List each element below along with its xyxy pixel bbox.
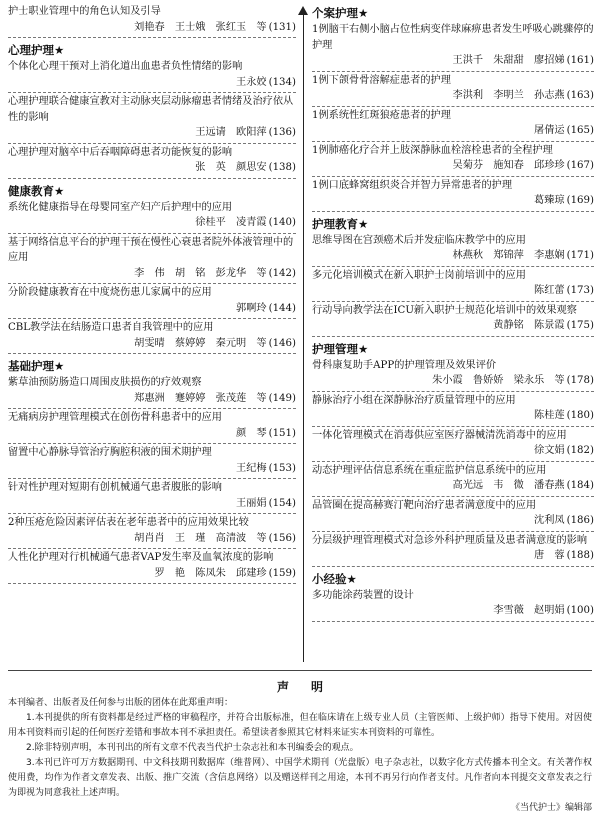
toc-entry[interactable] (8, 320, 296, 354)
article-authors: 林燕秋 郑锦萍 李惠娴 (452, 250, 565, 261)
article-page-number: (151) (268, 427, 296, 439)
article-page-number: (131) (268, 21, 296, 33)
article-byline (8, 301, 296, 320)
article-authors: 李洪利 李明兰 孙志燕 (452, 90, 565, 101)
article-title: 品管圈在提高赫赛汀靶向治疗患者满意度中的应用 (312, 499, 537, 511)
article-byline (8, 426, 296, 445)
toc-entry[interactable] (312, 73, 594, 107)
article-byline (8, 160, 296, 179)
article-title: 心理护理对脑卒中后吞咽障碍患者功能恢复的影响 (8, 146, 233, 158)
article-authors: 刘艳春 王士娥 张红玉 等 (134, 21, 267, 33)
article-byline (8, 336, 296, 355)
column-divider (303, 14, 304, 662)
section-heading: 护理管理★ (312, 341, 369, 356)
article-byline (312, 478, 594, 497)
article-page-number: (167) (566, 160, 594, 171)
article-page-number: (134) (268, 76, 296, 88)
toc-entry[interactable] (8, 200, 296, 234)
article-authors: 高光远 韦 微 潘春燕 (452, 480, 565, 491)
article-page-number: (153) (268, 462, 296, 474)
toc-entry[interactable] (312, 22, 594, 72)
article-title: CBL教学法在结肠造口患者自我管理中的应用 (8, 322, 214, 333)
article-byline (8, 496, 296, 515)
article-page-number: (184) (566, 480, 594, 491)
article-title: 多功能涂药装置的设计 (312, 589, 414, 601)
toc-entry[interactable] (8, 235, 296, 285)
notice-item: 3.本刊已许可万方数据期刊、中文科技期刊数据库（维普网）、中国学术期刊（光盘版）电子杂志社，以数字化方式传播本刊全文。有关著作权使用费，均作为作者文章发表、出版、推广交流（含信息网络）以及赠送样刊之用途，本刊不再另行向作者支付。凡作者向本刊提交文章发表之行为即视为同意我社上述声明。 (8, 758, 592, 798)
notice-block (8, 678, 592, 816)
article-title: 分阶段健康教育在中度烧伤患儿家属中的应用 (8, 287, 212, 298)
article-byline (8, 215, 296, 234)
article-byline (312, 88, 594, 107)
article-page-number: (173) (566, 285, 594, 296)
toc-entry[interactable] (312, 393, 594, 427)
article-title: 基于网络信息平台的护理干预在慢性心衰患者院外体液管理中的应用 (8, 236, 294, 263)
toc-entry[interactable] (8, 145, 296, 179)
article-page-number: (146) (268, 337, 296, 349)
section-heading: 小经验★ (312, 571, 357, 586)
section-heading: 个案护理★ (312, 6, 369, 20)
article-title: 动态护理评估信息系统在重症监护信息系统中的应用 (312, 464, 547, 476)
toc-entry[interactable] (8, 4, 296, 38)
article-page-number: (142) (268, 267, 296, 279)
article-page-number: (140) (268, 217, 296, 228)
article-authors: 李雪薇 赵明娟 (493, 605, 565, 616)
article-page-number: (136) (268, 127, 296, 138)
article-page-number: (156) (268, 532, 296, 544)
article-page-number: (149) (268, 392, 296, 404)
article-page-number: (175) (566, 320, 594, 331)
article-authors: 郑惠洲 蹇婷婷 张茂莲 等 (134, 392, 267, 404)
article-authors: 徐桂平 凌青霞 (195, 217, 267, 228)
notice-signature: 《当代护士》编辑部 (510, 803, 592, 813)
toc-entry[interactable] (8, 375, 296, 409)
notice-separator (8, 670, 592, 671)
toc-entry[interactable] (312, 358, 594, 392)
notice-item: 2.除非特别声明，本刊刊出的所有文章不代表当代护士杂志社和本刊编委会的观点。 (26, 743, 359, 753)
toc-entry[interactable] (8, 515, 296, 549)
article-authors: 唐 蓉 (534, 550, 565, 561)
article-title: 一体化管理模式在消毒供应室医疗器械清洗消毒中的应用 (312, 429, 567, 441)
article-title: 系统化健康指导在母婴同室产妇产后护理中的应用 (8, 201, 233, 213)
article-page-number: (163) (566, 90, 594, 101)
article-authors: 徐文娟 (534, 445, 565, 456)
notice-title: 声明 (276, 680, 345, 694)
article-authors: 陈红蕾 (534, 285, 565, 296)
article-page-number: (159) (268, 567, 296, 579)
section-heading: 健康教育★ (8, 183, 65, 198)
article-byline (312, 318, 594, 337)
article-title: 1例口底蜂窝组织炎合并智力异常患者的护理 (312, 179, 513, 191)
article-authors: 王纪梅 (236, 462, 267, 474)
article-page-number: (169) (566, 195, 594, 206)
article-authors: 朱小霞 鲁娇娇 梁永乐 等 (432, 375, 565, 386)
article-page-number: (100) (566, 605, 594, 616)
toc-entry[interactable] (312, 428, 594, 462)
notice-intro: 本刊编者、出版者及任何参与出版的团体在此郑重声明： (8, 698, 234, 708)
article-title: 行动导向教学法在ICU新入职护士规范化培训中的效果观察 (312, 304, 577, 316)
article-byline (312, 443, 594, 462)
article-authors: 罗 艳 陈凤朱 邱建珍 (154, 567, 267, 579)
toc-entry[interactable] (312, 108, 594, 142)
article-title: 针对性护理对短期有创机械通气患者腹胀的影响 (8, 482, 222, 493)
article-authors: 王永姣 (236, 76, 267, 88)
article-title: 个体化心理干预对上消化道出血患者负性情绪的影响 (8, 61, 243, 72)
article-authors: 胡雯晴 蔡婷婷 秦元明 等 (134, 337, 267, 349)
article-page-number: (165) (566, 125, 594, 136)
toc-entry[interactable] (312, 463, 594, 497)
article-title: 静脉治疗小组在深静脉治疗质量管理中的应用 (312, 394, 516, 406)
article-authors: 吴菊芬 施知春 邱珍珍 (452, 160, 565, 171)
article-page-number: (154) (268, 497, 296, 509)
toc-entry[interactable] (312, 178, 594, 212)
article-byline (312, 513, 594, 532)
toc-entry[interactable] (312, 233, 594, 267)
article-authors: 陈桂莲 (534, 410, 565, 421)
article-title: 多元化培训模式在新入职护士岗前培训中的应用 (312, 269, 526, 281)
article-title: 分层级护理管理模式对急诊外科护理质量及患者满意度的影响 (312, 534, 588, 546)
article-title: 1例脑干右侧小脑占位性病变伴球麻痹患者发生呼吸心跳骤停的护理 (312, 24, 594, 51)
article-page-number: (188) (566, 550, 594, 561)
article-authors: 王丽娟 (236, 497, 267, 509)
article-byline (312, 373, 594, 392)
toc-right-column (312, 4, 594, 623)
article-authors: 张 英 颜思安 (195, 162, 267, 173)
article-authors: 胡肖肖 王 瑾 高清波 等 (134, 532, 267, 544)
toc-entry[interactable] (8, 94, 296, 144)
article-authors: 王洪千 朱甜甜 廖招娣 (452, 55, 565, 66)
toc-entry[interactable] (312, 268, 594, 302)
article-title: 留置中心静脉导管治疗胸腔积液的围术期护理 (8, 447, 212, 458)
article-page-number: (186) (566, 515, 594, 526)
article-page-number: (138) (268, 162, 296, 173)
article-byline (312, 123, 594, 142)
article-byline (8, 125, 296, 144)
toc-left-column (8, 4, 296, 585)
toc-entry[interactable] (8, 285, 296, 319)
article-title: 紫草油预防肠造口周围皮肤损伤的疗效观察 (8, 377, 202, 388)
article-byline (312, 193, 594, 212)
article-byline (312, 53, 594, 72)
article-title: 人性化护理对行机械通气患者VAP发生率及血氧浓度的影响 (8, 552, 274, 563)
toc-entry[interactable] (312, 143, 594, 177)
article-authors: 郭啊玲 (236, 302, 267, 314)
article-page-number: (144) (268, 302, 296, 314)
article-byline (8, 531, 296, 550)
article-page-number: (182) (566, 445, 594, 456)
article-title: 思维导图在宫颈癌术后并发症临床教学中的应用 (312, 234, 526, 246)
article-byline (312, 548, 594, 567)
article-authors: 王远请 欧阳萍 (195, 127, 267, 138)
article-authors: 李 伟 胡 铭 彭龙华 等 (134, 267, 267, 279)
article-byline (8, 266, 296, 285)
toc-entry[interactable] (312, 533, 594, 567)
toc-entry[interactable] (8, 480, 296, 514)
toc-entry[interactable] (8, 59, 296, 93)
article-byline (8, 566, 296, 585)
article-byline (312, 283, 594, 302)
article-authors: 颜 琴 (236, 427, 267, 439)
article-byline (8, 20, 296, 39)
article-title: 护士职业管理中的角色认知及引导 (8, 6, 161, 17)
article-byline (312, 408, 594, 427)
article-byline (8, 75, 296, 94)
article-title: 无痛病房护理管理模式在创伤骨科患者中的应用 (8, 412, 222, 423)
toc-entry[interactable] (312, 303, 594, 337)
article-title: 1例系统性红斑狼疮患者的护理 (312, 109, 451, 121)
article-authors: 黄静铭 陈景霞 (493, 320, 565, 331)
article-page-number: (180) (566, 410, 594, 421)
article-authors: 葛臻琼 (534, 195, 565, 206)
article-title: 骨科康复助手APP的护理管理及效果评价 (312, 359, 497, 371)
article-authors: 沈利凤 (534, 515, 565, 526)
toc-entry[interactable] (312, 498, 594, 532)
article-byline (312, 158, 594, 177)
article-page-number: (171) (566, 250, 594, 261)
toc-entry[interactable] (312, 588, 594, 622)
article-title: 1例肺癌化疗合并上肢深静脉血栓溶栓患者的全程护理 (312, 144, 553, 156)
notice-item: 1.本刊提供的所有资料都是经过严格的审稿程序，并符合出版标准，但在临床请在上级专业人员（主管医师、上级护师）指导下使用。对因使用本刊资料而引起的任何医疗差错和事故本刊不承担责任。希望读者参照其它材料来证实本刊资料的可靠性。 (8, 713, 592, 738)
article-byline (8, 461, 296, 480)
toc-entry[interactable] (8, 445, 296, 479)
section-heading: 基础护理★ (8, 359, 65, 373)
article-page-number: (178) (566, 375, 594, 386)
article-title: 心理护理联合健康宣教对主动脉夹层动脉瘤患者情绪及治疗依从性的影响 (8, 96, 294, 123)
toc-entry[interactable] (8, 550, 296, 584)
article-authors: 屠倩运 (534, 125, 565, 136)
article-byline (312, 603, 594, 622)
article-byline (312, 248, 594, 267)
toc-entry[interactable] (8, 410, 296, 444)
section-heading: 心理护理★ (8, 43, 65, 57)
article-byline (8, 391, 296, 410)
article-page-number: (161) (566, 55, 594, 66)
article-title: 2种压疮危险因素评估表在老年患者中的应用效果比较 (8, 517, 249, 528)
section-heading: 护理教育★ (312, 216, 369, 231)
article-title: 1例下颌骨骨溶解症患者的护理 (312, 74, 451, 86)
